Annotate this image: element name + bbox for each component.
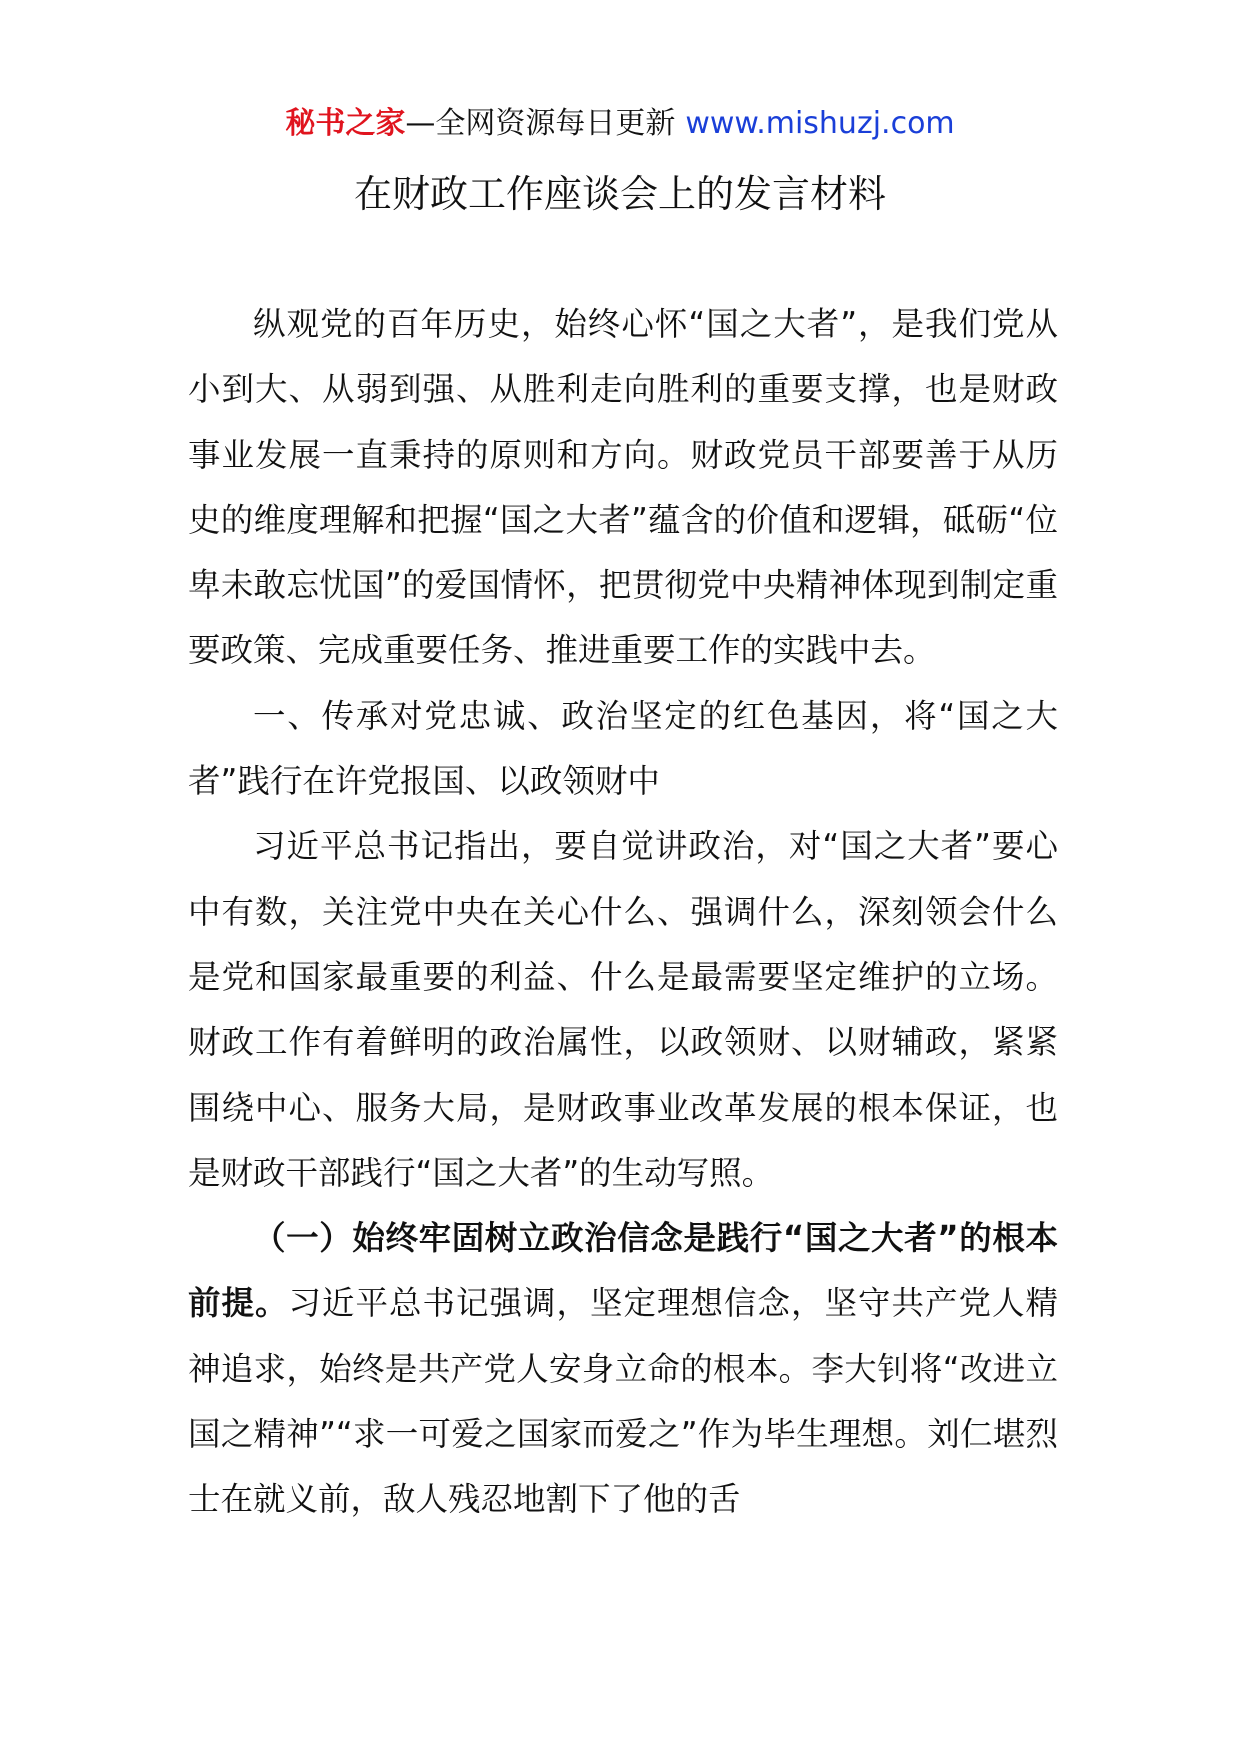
paragraph-intro: 纵观党的百年历史，始终心怀“国之大者”，是我们党从小到大、从弱到强、从胜利走向胜利的重要支撑，也是财政事业发展一直秉持的原则和方向。财政党员干部要善于从历史的维度理解和把握“国之大者”蕴含的价值和逻辑，砥砺“位卑未敢忘忧国”的爱国情怀，把贯彻党中央精神体现到制定重要政策、完成重要任务、推进重要工作的实践中去。 bbox=[188, 305, 1058, 670]
subsection-text-1: 习近平总书记强调，坚定理想信念，坚守共产党人精神追求，始终是共产党人安身立命的根本。李大钊将“改进立国之精神”“求一可爱之国家而爱之”作为毕生理想。刘仁堪烈士在就义前，敌人残忍地割下了他的舌 bbox=[188, 1284, 1058, 1519]
paragraph-subsection-1 bbox=[188, 1206, 1058, 1532]
section-heading-1: 一、传承对党忠诚、政治坚定的红色基因，将“国之大者”践行在许党报国、以政领财中 bbox=[188, 696, 1058, 801]
paragraph-section-1: 习近平总书记指出，要自觉讲政治，对“国之大者”要心中有数，关注党中央在关心什么、强调什么，深刻领会什么是党和国家最重要的利益、什么是最需要坚定维护的立场。财政工作有着鲜明的政治属性，以政领财、以财辅政，紧紧围绕中心、服务大局，是财政事业改革发展的根本保证，也是财政干部践行“国之大者”的生动写照。 bbox=[188, 827, 1058, 1192]
document-title: 在财政工作座谈会上的发言材料 bbox=[353, 172, 886, 216]
site-header bbox=[0, 104, 1240, 144]
document-body bbox=[188, 292, 1058, 1533]
site-tagline: —全网资源每日更新 bbox=[405, 106, 676, 141]
site-url-link[interactable]: www.mishuzj.com bbox=[685, 106, 955, 141]
site-brand: 秘书之家 bbox=[285, 106, 406, 141]
subsection-heading-1: （一）始终牢固树立政治信念是践行“国之大者”的根本前提。 bbox=[188, 1219, 1058, 1323]
